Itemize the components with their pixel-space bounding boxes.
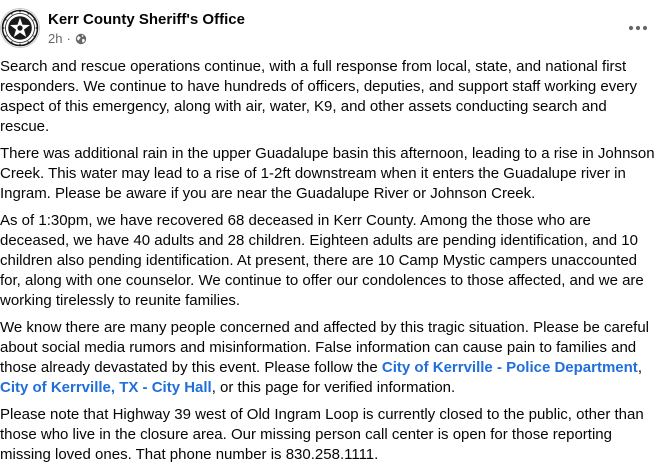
paragraph-rain-update	[0, 144, 656, 204]
page-name[interactable]: Kerr County Sheriff's Office	[48, 11, 245, 28]
meta-separator: ·	[66, 31, 71, 46]
text-line: those who live in the closure area. Our missing person call center is open for those reporting	[0, 426, 612, 443]
text-line	[0, 358, 656, 378]
text-line: Creek. This water may lead to a rise of 1-2ft downstream when it enters the Guadalupe river in	[0, 165, 626, 182]
text-line: There was additional rain in the upper Guadalupe basin this afternoon, leading to a rise in Johnson	[0, 145, 655, 162]
text-segment: those already devastated by this event. Please follow the	[0, 359, 382, 376]
text-line: for, along with one counselor. We continue to offer our condolences to those affected, and we are	[0, 272, 644, 289]
more-options-button[interactable]	[622, 14, 654, 42]
post-header	[0, 0, 656, 56]
text-line: We know there are many people concerned and affected by this tragic situation. Please be careful	[0, 319, 649, 336]
text-line: aspect of this emergency, along with air, water, K9, and other assets conducting search and	[0, 98, 607, 115]
text-line: children also pending identification. At present, there are 10 Camp Mystic campers unaccounted	[0, 252, 638, 269]
avatar[interactable]	[0, 8, 40, 48]
paragraph-highway-closure	[0, 405, 656, 465]
text-line: missing loved ones. That phone number is 830.258.1111.	[0, 446, 379, 463]
sheriff-star-badge-icon	[1, 9, 39, 47]
text-line: deceased, we have 40 adults and 28 children. Eighteen adults are pending identification, and 10	[0, 232, 638, 249]
post-body	[0, 57, 656, 472]
text-line: rescue.	[0, 118, 50, 135]
text-line: As of 1:30pm, we have recovered 68 deceased in Kerr County. Among the those who are	[0, 212, 591, 229]
post-time[interactable]: 2h	[48, 31, 63, 46]
paragraph-casualties	[0, 211, 656, 311]
paragraph-misinformation	[0, 318, 656, 398]
text-line: responders. We continue to have hundreds of officers, deputies, and support staff working every	[0, 78, 638, 95]
link-kerrville-city-hall[interactable]: City of Kerrville, TX - City Hall	[0, 379, 212, 396]
text-segment: ,	[637, 359, 642, 376]
text-line: working tirelessly to reunite families.	[0, 292, 241, 309]
text-line: about social media rumors and misinformation. False information can cause pain to families and	[0, 339, 637, 356]
link-kerrville-police[interactable]: City of Kerrville - Police Department	[381, 359, 638, 376]
globe-icon	[75, 33, 87, 45]
text-line: Ingram. Please be aware if you are near the Guadalupe River or Johnson Creek.	[0, 185, 536, 202]
text-segment: , or this page for verified information.	[211, 379, 456, 396]
more-horizontal-icon	[628, 25, 648, 31]
text-line: Search and rescue operations continue, with a full response from local, state, and national first	[0, 58, 627, 75]
text-line: Please note that Highway 39 west of Old Ingram Loop is currently closed to the public, other than	[0, 406, 644, 423]
post-meta	[48, 31, 87, 47]
paragraph-search-rescue	[0, 57, 656, 137]
text-line	[0, 378, 656, 398]
